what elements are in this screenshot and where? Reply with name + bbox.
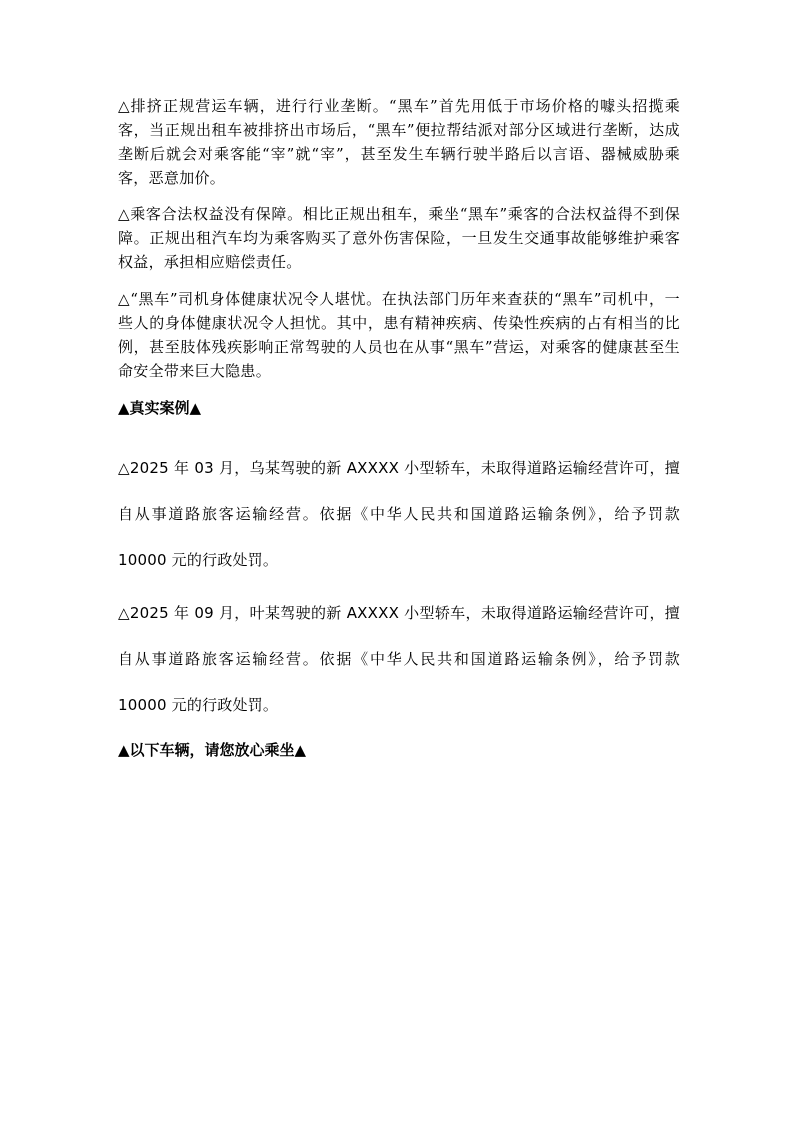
heading-real-cases: ▲真实案例▲ bbox=[118, 399, 202, 417]
paragraph-monopoly: △排挤正规营运车辆，进行行业垄断。“黑车”首先用低于市场价格的噱头招揽乘客，当正规出租车被排挤出市场后，“黑车”便拉帮结派对部分区域进行垄断，达成垄断后就会对乘客能“宰”就“宰”，甚至发生车辆行驶半路后以言语、器械威胁乘客，恶意加价。 bbox=[118, 97, 680, 187]
heading-safe-vehicles: ▲以下车辆，请您放心乘坐▲ bbox=[118, 741, 307, 759]
case-item: △2025 年 09 月，叶某驾驶的新 AXXXX 小型轿车，未取得道路运输经营许可，擅自从事道路旅客运输经营。依据《中华人民共和国道路运输条例》，给予罚款 10000 元的行政处罚。 bbox=[118, 604, 680, 714]
case-item: △2025 年 03 月，乌某驾驶的新 AXXXX 小型轿车，未取得道路运输经营许可，擅自从事道路旅客运输经营。依据《中华人民共和国道路运输条例》，给予罚款 10000 元的行政处罚。 bbox=[118, 459, 680, 569]
paragraph-health: △“黑车”司机身体健康状况令人堪忧。在执法部门历年来查获的“黑车”司机中，一些人的身体健康状况令人担忧。其中，患有精神疾病、传染性疾病的占有相当的比例，甚至肢体残疾影响正常驾驶的人员也在从事“黑车”营运，对乘客的健康甚至生命安全带来巨大隐患。 bbox=[118, 290, 680, 380]
paragraph-rights: △乘客合法权益没有保障。相比正规出租车，乘坐“黑车”乘客的合法权益得不到保障。正规出租汽车均为乘客购买了意外伤害保险，一旦发生交通事故能够维护乘客权益，承担相应赔偿责任。 bbox=[118, 205, 680, 271]
